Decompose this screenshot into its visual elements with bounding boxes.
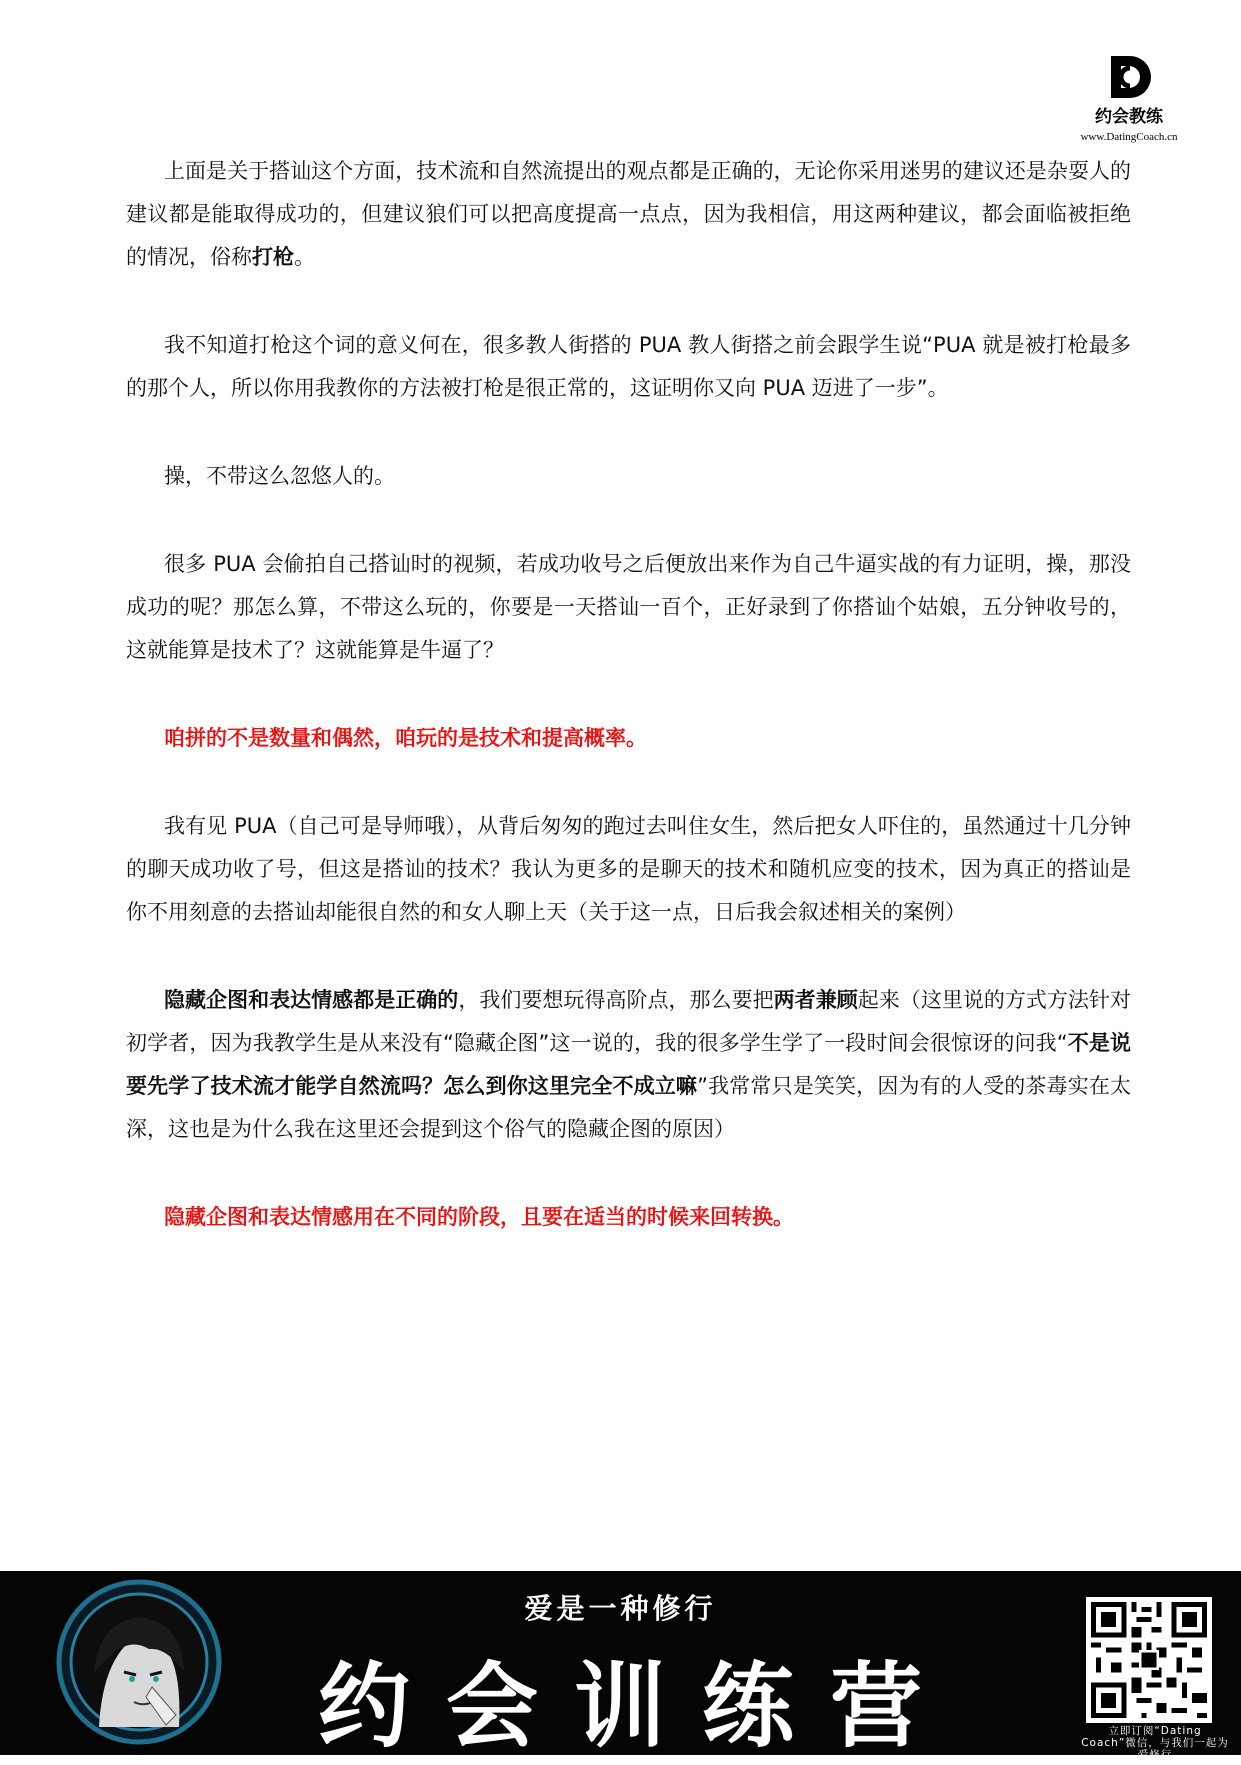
paragraph-1: 上面是关于搭讪这个方面，技术流和自然流提出的观点都是正确的，无论你采用迷男的建议还是杂耍人的建议都是能取得成功的，但建议狼们可以把高度提高一点点，因为我相信，用这两种建议，都会面临被拒绝的情况，俗称打枪。 [126, 159, 1131, 269]
highlight-paragraph-2: 隐藏企图和表达情感用在不同的阶段，且要在适当的时候来回转换。 [164, 1205, 794, 1229]
brand-logo [1069, 54, 1189, 143]
logo-url: www.DatingCoach.cn [1080, 131, 1178, 143]
qr-caption: 立即订阅“Dating Coach”微信，与我们一起为爱修行 [1081, 1725, 1229, 1761]
paragraph-4: 很多 PUA 会偷拍自己搭讪时的视频，若成功收号之后便放出来作为自己牛逼实战的有力证明，操，那没成功的呢？那怎么算，不带这么玩的，你要是一天搭讪一百个，正好录到了你搭讪个姑娘，五分钟收号的，这就能算是技术了？这就能算是牛逼了？ [126, 552, 1131, 662]
footer-banner [0, 1571, 1241, 1761]
banner-brand: 约会训练营 [318, 1652, 959, 1760]
banner-tagline: 爱是一种修行 [524, 1592, 717, 1625]
article-body [126, 150, 1131, 1284]
bold-term: 打枪 [252, 245, 294, 269]
paragraph-2: 我不知道打枪这个词的意义何在，很多教人街搭的 PUA 教人街搭之前会跟学生说“PUA 就是被打枪最多的那个人，所以你用我教你的方法被打枪是很正常的，这证明你又向 PUA 迈进了一步”。 [126, 333, 1131, 400]
logo-name: 约会教练 [1095, 107, 1163, 127]
qr-code-icon [1086, 1597, 1212, 1723]
highlight-paragraph-1: 咱拼的不是数量和偶然，咱玩的是技术和提高概率。 [164, 726, 647, 750]
paragraph-6: 我有见 PUA（自己可是导师哦），从背后匆匆的跑过去叫住女生，然后把女人吓住的，虽然通过十几分钟的聊天成功收了号，但这是搭讪的技术？我认为更多的是聊天的技术和随机应变的技术，因为真正的搭讪是你不用刻意的去搭讪却能很自然的和女人聊上天（关于这一点，日后我会叙述相关的案例） [126, 814, 1131, 924]
paragraph-7: 隐藏企图和表达情感都是正确的，我们要想玩得高阶点，那么要把两者兼顾起来（这里说的方式方法针对初学者，因为我教学生是从来没有“隐藏企图”这一说的，我的很多学生学了一段时间会很惊讶的问我“不是说要先学了技术流才能学自然流吗？怎么到你这里完全不成立嘛”我常常只是笑笑，因为有的人受的茶毒实在太深，这也是为什么我在这里还会提到这个俗气的隐藏企图的原因） [126, 988, 1132, 1141]
paragraph-3: 操，不带这么忽悠人的。 [164, 464, 395, 488]
dc-logo-icon [1106, 54, 1152, 100]
